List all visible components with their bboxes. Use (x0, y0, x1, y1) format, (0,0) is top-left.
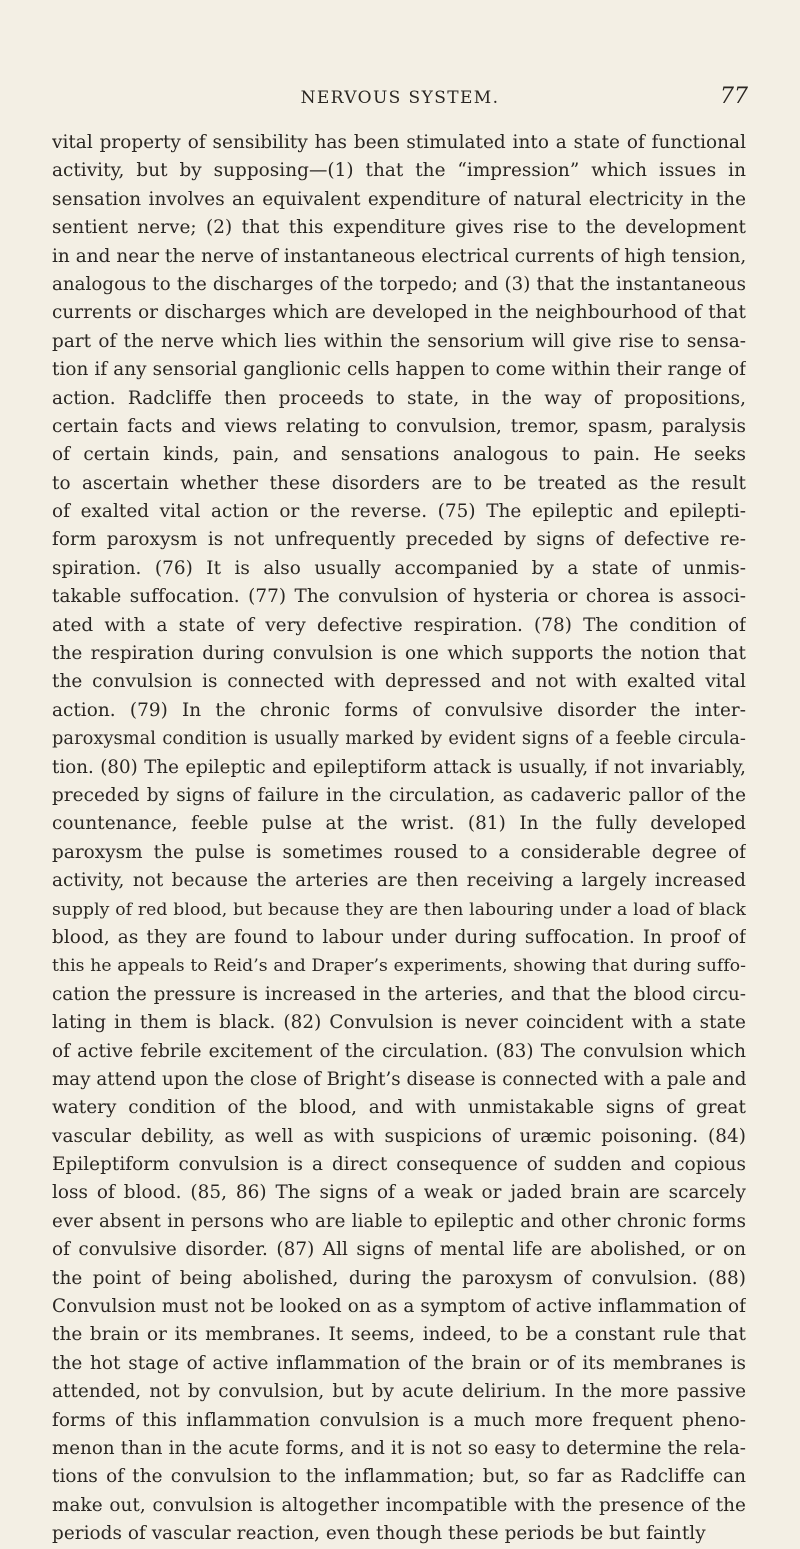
running-head: NERVOUS SYSTEM. (300, 88, 500, 108)
text-line: Epileptiform convulsion is a direct consequence of sudden and copious (52, 1154, 746, 1176)
text-line: vital property of sensibility has been stimulated into a state of functional (52, 132, 746, 153)
text-line: this he appeals to Reid’s and Draper’s experiments, showing that during suffo- (52, 956, 746, 977)
text-line: cation the pressure is increased in the arteries, and that the blood circu- (52, 983, 746, 1005)
text-line: paroxysm the pulse is sometimes roused to a considerable degree of (52, 841, 746, 863)
text-line: ated with a state of very defective respiration. (78) The condition of (52, 614, 746, 636)
text-line: tions of the convulsion to the inflammation; but, so far as Radcliffe can (52, 1466, 746, 1488)
text-line: analogous to the discharges of the torpedo; and (3) that the instantaneous (52, 273, 746, 295)
text-line: sentient nerve; (2) that this expenditure gives rise to the development (52, 217, 746, 239)
text-line: to ascertain whether these disorders are to be treated as the result (52, 472, 746, 494)
text-line: tion. (80) The epileptic and epileptiform attack is usually, if not invariably, (52, 756, 746, 778)
text-line: vascular debility, as well as with suspicions of uræmic poisoning. (84) (52, 1125, 746, 1147)
text-line: loss of blood. (85, 86) The signs of a weak or jaded brain are scarcely (52, 1182, 746, 1204)
text-line: forms of this inflammation convulsion is a much more frequent pheno- (52, 1409, 746, 1431)
text-line: action. (79) In the chronic forms of convulsive disorder the inter- (52, 699, 746, 721)
text-line: of convulsive disorder. (87) All signs of mental life are abolished, or on (52, 1239, 746, 1261)
text-line: make out, convulsion is altogether incompatible with the presence of the (52, 1494, 746, 1516)
text-line: the point of being abolished, during the paroxysm of convulsion. (88) (52, 1267, 746, 1289)
text-line: the convulsion is connected with depressed and not with exalted vital (52, 671, 746, 693)
text-line: sensation involves an equivalent expenditure of natural electricity in the (52, 188, 746, 210)
text-line: supply of red blood, but because they are then labouring under a load of black (52, 899, 746, 920)
text-line: blood, as they are found to labour under during suffocation. In proof of (52, 926, 746, 948)
text-line: the brain or its membranes. It seems, indeed, to be a constant rule that (52, 1324, 746, 1346)
text-line: countenance, feeble pulse at the wrist. (81) In the fully developed (52, 813, 746, 835)
text-line: Convulsion must not be looked on as a symptom of active inflammation of (52, 1296, 746, 1318)
text-line: currents or discharges which are developed in the neighbourhood of that (52, 302, 746, 324)
body-text (52, 129, 746, 1549)
text-line: attended, not by convulsion, but by acute delirium. In the more passive (52, 1381, 746, 1403)
text-line: takable suffocation. (77) The convulsion of hysteria or chorea is associ- (52, 586, 746, 608)
text-line: the hot stage of active inflammation of the brain or of its membranes is (52, 1352, 746, 1374)
text-line: periods of vascular reaction, even though these periods be but faintly (52, 1523, 706, 1545)
text-line: activity, not because the arteries are then receiving a largely increased (52, 870, 746, 892)
page-number: 77 (720, 84, 748, 109)
text-line: menon than in the acute forms, and it is not so easy to determine the rela- (52, 1437, 746, 1459)
text-line: of certain kinds, pain, and sensations analogous to pain. He seeks (52, 444, 746, 466)
page-header (0, 84, 800, 120)
text-line: paroxysmal condition is usually marked by evident signs of a feeble circula- (52, 728, 746, 750)
text-line: activity, but by supposing—(1) that the “impression” which issues in (52, 160, 746, 182)
text-line: part of the nerve which lies within the sensorium will give rise to sensa- (52, 330, 746, 352)
text-line: certain facts and views relating to convulsion, tremor, spasm, paralysis (52, 415, 746, 437)
text-line: lating in them is black. (82) Convulsion is never coincident with a state (52, 1012, 746, 1034)
text-line: action. Radcliffe then proceeds to state, in the way of propositions, (52, 387, 746, 409)
text-line: may attend upon the close of Bright’s disease is connected with a pale and (52, 1068, 746, 1090)
text-line: of active febrile excitement of the circulation. (83) The convulsion which (52, 1040, 746, 1062)
text-line: tion if any sensorial ganglionic cells happen to come within their range of (52, 359, 746, 381)
text-line: watery condition of the blood, and with unmistakable signs of great (52, 1097, 746, 1119)
text-line: form paroxysm is not unfrequently preceded by signs of defective re- (52, 529, 746, 551)
text-line: spiration. (76) It is also usually accompanied by a state of unmis- (52, 557, 746, 579)
text-line: of exalted vital action or the reverse. (75) The epileptic and epilepti- (52, 501, 746, 523)
text-line: ever absent in persons who are liable to epileptic and other chronic forms (52, 1210, 746, 1232)
text-line: the respiration during convulsion is one which supports the notion that (52, 643, 746, 665)
text-line: preceded by signs of failure in the circulation, as cadaveric pallor of the (52, 784, 746, 806)
text-line: in and near the nerve of instantaneous electrical currents of high tension, (52, 245, 746, 267)
